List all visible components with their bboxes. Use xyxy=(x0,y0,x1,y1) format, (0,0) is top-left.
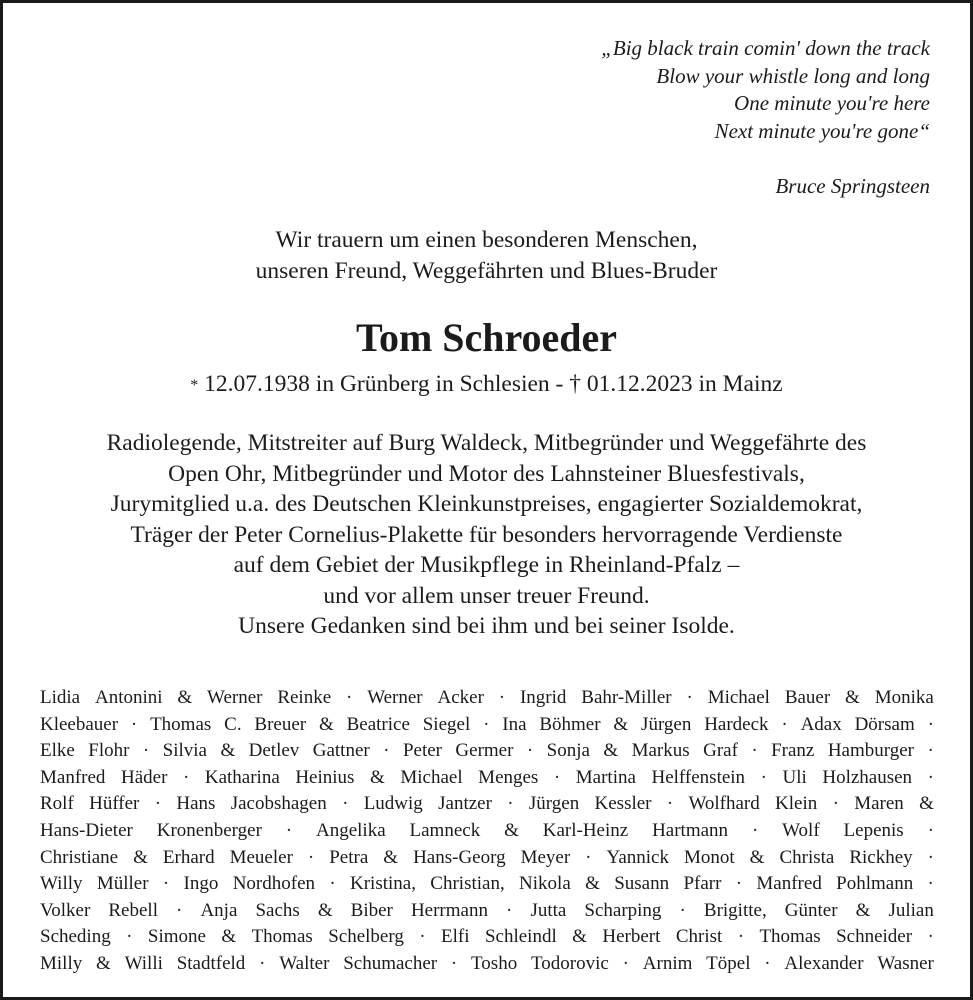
separator-dot: · xyxy=(666,793,674,815)
mourner-word: Lamneck xyxy=(409,819,481,841)
mourner-word: Michael xyxy=(707,687,770,708)
deceased-name: Tom Schroeder xyxy=(355,315,618,360)
bio-line: Unsere Gedanken sind bei ihm und bei seiner Isolde. xyxy=(238,613,735,639)
mourner-word: Sachs xyxy=(255,899,300,921)
mourner-word: Franz xyxy=(771,740,815,762)
mourner-word: Katharina xyxy=(204,766,280,788)
separator-dot: · xyxy=(751,740,758,762)
mourner-word: Peter xyxy=(402,740,442,762)
bio-line: Open Ohr, Mitbegründer und Motor des Lahnsteiner Bluesfestivals, xyxy=(168,460,805,487)
mourner-word: Häder xyxy=(120,766,168,788)
mourner-word: Beatrice xyxy=(346,713,410,735)
mourner-word: & xyxy=(919,793,934,815)
mourner-word: Jürgen xyxy=(528,793,580,815)
mourner-word: & xyxy=(603,740,619,762)
mourner-word: Markus xyxy=(631,740,690,762)
mourner-word: Breuer xyxy=(254,713,307,735)
mourner-word: Töpel xyxy=(706,952,751,974)
mourner-word: Manfred xyxy=(756,873,822,895)
mourner-word: Günter xyxy=(784,899,838,921)
mourner-word: Kronenberger xyxy=(156,819,262,841)
separator-dot: · xyxy=(483,713,490,735)
mourners-line xyxy=(40,685,934,712)
mourner-word: & xyxy=(318,713,334,735)
mourner-word: Simone xyxy=(147,926,206,948)
mourner-word: Lidia xyxy=(40,687,81,708)
separator-dot: · xyxy=(285,819,293,841)
separator-dot: · xyxy=(176,899,183,921)
mourners-line xyxy=(40,765,934,792)
mourner-word: Walter xyxy=(279,952,330,974)
mourner-word: Scheding xyxy=(40,926,111,948)
mourner-word: Hartmann xyxy=(652,819,729,841)
quote-line: „Big black train comin' down the track xyxy=(601,36,930,60)
mourner-word: Petra xyxy=(329,846,369,868)
mourner-word: Werner xyxy=(367,687,423,708)
mourners-line xyxy=(40,898,934,925)
mourner-word: Erhard xyxy=(162,846,215,868)
mourner-word: & xyxy=(96,952,111,974)
separator-dot: · xyxy=(751,819,759,841)
mourner-word: Thomas xyxy=(251,926,313,948)
separator-dot: · xyxy=(832,793,839,815)
mourning-intro xyxy=(3,225,970,287)
separator-dot: · xyxy=(126,926,133,948)
mourner-word: Graf xyxy=(703,740,738,762)
mourner-word: Thomas xyxy=(150,713,212,735)
mourners-line xyxy=(40,738,934,765)
separator-dot: · xyxy=(142,740,150,762)
bio-line: auf dem Gebiet der Musikpflege in Rheinland-Pfalz – xyxy=(233,552,740,578)
mourner-word: Martina xyxy=(575,766,636,788)
mourners-line xyxy=(40,951,934,978)
separator-dot: · xyxy=(329,873,336,895)
mourner-word: Germer xyxy=(455,740,514,762)
mourner-word: Jutta xyxy=(530,899,567,921)
separator-dot: · xyxy=(585,846,592,868)
bio-line: Radiolegende, Mitstreiter auf Burg Waldeck, Mitbegründer und Weggefährte des xyxy=(106,430,867,456)
mourner-word: Willy xyxy=(40,873,83,895)
mourner-word: Ludwig xyxy=(363,793,423,815)
mourner-word: & xyxy=(504,819,519,841)
mourner-word: Hans-Georg xyxy=(413,846,506,868)
mourner-word: Gattner xyxy=(312,740,370,762)
mourner-word: Detlev xyxy=(248,740,300,762)
mourner-word: & xyxy=(317,899,333,921)
mourner-word: Elfi xyxy=(441,926,470,948)
mourner-word: Herbert xyxy=(602,926,661,948)
separator-dot: · xyxy=(162,873,170,895)
quote-line: Next minute you're gone“ xyxy=(714,118,930,143)
mourner-word: Silvia xyxy=(162,740,207,762)
bio-line: Träger der Peter Cornelius-Plakette für besonders hervorragende Verdienste xyxy=(130,521,843,548)
mourner-word: Meueler xyxy=(229,846,293,868)
mourner-word: Scharping xyxy=(584,899,662,921)
mourner-word: Lepenis xyxy=(843,819,904,841)
mourner-word: Brigitte, xyxy=(703,899,767,921)
mourner-word: Meyer xyxy=(520,846,571,868)
mourner-word: Todorovic xyxy=(531,952,609,974)
separator-dot: · xyxy=(182,766,190,788)
mourner-word: Susann xyxy=(614,873,670,895)
separator-dot: · xyxy=(927,926,934,948)
mourner-word: Kessler xyxy=(594,793,652,815)
mourner-word: Thomas xyxy=(759,926,821,948)
mourner-word: Willi xyxy=(124,952,163,974)
separator-dot: · xyxy=(419,926,426,948)
mourners-line xyxy=(40,712,934,739)
separator-dot: · xyxy=(760,766,767,788)
separator-dot: · xyxy=(927,766,934,788)
mourner-word: Pfarr xyxy=(683,873,722,895)
mourner-word: Menges xyxy=(478,766,539,788)
mourner-word: Karl-Heinz xyxy=(542,819,629,841)
mourner-word: Adax xyxy=(800,713,842,735)
separator-dot: · xyxy=(735,873,743,895)
mourner-word: Antonini xyxy=(94,687,163,708)
mourner-word: Schelberg xyxy=(328,926,404,948)
intro-line: unseren Freund, Weggefährten und Blues-Bruder xyxy=(255,258,718,284)
mourners-line xyxy=(40,924,934,951)
mourner-word: Hans xyxy=(176,793,216,815)
separator-dot: · xyxy=(506,899,513,921)
separator-dot: · xyxy=(927,846,934,868)
quote-author: Bruce Springsteen xyxy=(775,174,930,198)
intro-line: Wir trauern um einen besonderen Menschen, xyxy=(275,227,698,253)
mourner-word: Biber xyxy=(350,899,393,921)
quote-line: One minute you're here xyxy=(734,91,930,115)
mourners-line xyxy=(40,818,934,845)
separator-dot: · xyxy=(346,687,353,708)
mourner-word: Bauer xyxy=(784,687,831,708)
bio-line: Jurymitglied u.a. des Deutschen Kleinkunstpreises, engagierter Sozialdemokrat, xyxy=(110,491,863,517)
mourner-word: Arnim xyxy=(642,952,693,974)
mourner-word: Kleebauer xyxy=(40,713,119,735)
mourner-word: Monika xyxy=(874,687,934,708)
separator-dot: · xyxy=(450,952,458,974)
mourner-word: Helffenstein xyxy=(651,766,746,788)
mourner-word: Rickhey xyxy=(849,846,913,868)
separator-dot: · xyxy=(507,793,514,815)
mourner-word: Uli xyxy=(782,766,807,788)
mourner-word: Hardeck xyxy=(704,713,769,735)
epigraph-quote xyxy=(601,35,930,201)
mourner-word: Schneider xyxy=(836,926,913,948)
mourner-word: Yannick xyxy=(606,846,669,868)
separator-dot: · xyxy=(927,713,934,735)
mourner-word: Flohr xyxy=(88,740,130,762)
mourner-word: Sonja xyxy=(546,740,590,762)
mourners-list xyxy=(40,685,934,978)
mourner-word: & xyxy=(370,766,385,788)
mourner-word: & xyxy=(613,713,629,735)
mourner-word: Anja xyxy=(200,899,238,921)
mourner-word: Rolf xyxy=(40,793,74,815)
mourner-word: Reinke xyxy=(277,687,332,708)
mourner-word: & xyxy=(845,687,860,708)
mourner-word: & xyxy=(220,740,236,762)
separator-dot: · xyxy=(737,926,745,948)
separator-dot: · xyxy=(526,740,534,762)
mourner-word: & xyxy=(177,687,193,708)
separator-dot: · xyxy=(553,766,561,788)
separator-dot: · xyxy=(383,740,390,762)
mourner-word: Milly xyxy=(40,952,83,974)
separator-dot: · xyxy=(686,687,693,708)
separator-dot: · xyxy=(307,846,315,868)
mourner-word: Manfred xyxy=(40,766,106,788)
separator-dot: · xyxy=(130,713,138,735)
mourner-word: Acker xyxy=(437,687,484,708)
mourner-word: & xyxy=(749,846,765,868)
mourner-word: Elke xyxy=(40,740,75,762)
mourner-word: & xyxy=(572,926,587,948)
mourner-word: Angelika xyxy=(315,819,386,841)
mourner-word: Jürgen xyxy=(641,713,692,735)
separator-dot: · xyxy=(927,740,934,762)
mourners-line xyxy=(40,845,934,872)
bio-line: und vor allem unser treuer Freund. xyxy=(323,582,650,609)
mourner-word: Böhmer xyxy=(539,713,601,735)
mourner-word: Tosho xyxy=(471,952,518,974)
mourner-word: Stadtfeld xyxy=(176,952,246,974)
mourner-word: Jantzer xyxy=(438,793,492,815)
mourner-word: Hans-Dieter xyxy=(40,819,133,841)
mourner-word: Ingrid xyxy=(519,687,567,708)
mourner-word: Nordhofen xyxy=(232,873,316,895)
separator-dot: · xyxy=(622,952,629,974)
separator-dot: · xyxy=(781,713,788,735)
mourner-word: Pohlmann xyxy=(836,873,914,895)
mourner-word: & xyxy=(133,846,148,868)
mourner-word: Klein xyxy=(775,793,818,815)
mourner-word: Heinius xyxy=(295,766,355,788)
mourner-word: Schumacher xyxy=(343,952,438,974)
separator-dot: · xyxy=(259,952,266,974)
mourner-word: Ina xyxy=(502,713,527,735)
mourner-word: Hamburger xyxy=(827,740,914,762)
mourner-word: Christian, xyxy=(430,873,505,895)
mourner-word: Christa xyxy=(779,846,835,868)
separator-dot: · xyxy=(679,899,686,921)
life-dates xyxy=(3,369,970,399)
mourner-word: Nikola xyxy=(519,873,571,895)
mourner-word: Wolf xyxy=(782,819,820,841)
mourner-word: Schleindl xyxy=(484,926,557,948)
separator-dot: · xyxy=(342,793,349,815)
separator-dot: · xyxy=(927,819,934,841)
mourner-word: Christ xyxy=(675,926,723,948)
mourner-word: Jacobshagen xyxy=(230,793,327,815)
mourner-word: Bahr-Miller xyxy=(581,687,672,708)
mourner-word: Michael xyxy=(400,766,463,788)
mourner-word: Julian xyxy=(888,899,934,921)
mourner-word: Kristina, xyxy=(350,873,416,895)
mourner-word: & xyxy=(855,899,871,921)
separator-dot: · xyxy=(764,952,771,974)
mourner-word: & xyxy=(585,873,600,895)
mourner-word: Holzhausen xyxy=(822,766,913,788)
life-dates-text: 12.07.1938 in Grünberg in Schlesien - † 01.12.2023 in Mainz xyxy=(204,371,783,397)
mourner-word: Müller xyxy=(96,873,149,895)
biography xyxy=(3,428,970,642)
mourner-word: Volker xyxy=(40,899,91,921)
mourner-word: Hüffer xyxy=(89,793,140,815)
mourner-word: & xyxy=(221,926,237,948)
mourners-line xyxy=(40,791,934,818)
mourner-word: Christiane xyxy=(40,846,119,868)
mourner-word: & xyxy=(383,846,399,868)
mourner-word: Herrmann xyxy=(410,899,488,921)
birth-star-icon: * xyxy=(190,377,199,394)
mourner-word: Monot xyxy=(683,846,735,868)
mourners-line xyxy=(40,871,934,898)
mourner-word: Dörsam xyxy=(854,713,915,735)
mourner-word: Wolfhard xyxy=(688,793,760,815)
mourner-word: Werner xyxy=(207,687,263,708)
mourner-word: Siegel xyxy=(422,713,471,735)
mourner-word: Maren xyxy=(854,793,904,815)
mourner-word: Rebell xyxy=(108,899,158,921)
separator-dot: · xyxy=(498,687,506,708)
mourner-word: C. xyxy=(224,713,242,735)
mourner-word: Ingo xyxy=(183,873,219,895)
mourner-word: Alexander xyxy=(784,952,864,974)
quote-line: Blow your whistle long and long xyxy=(656,63,930,88)
mourner-word: Wasner xyxy=(877,952,934,974)
separator-dot: · xyxy=(927,873,934,895)
separator-dot: · xyxy=(154,793,162,815)
